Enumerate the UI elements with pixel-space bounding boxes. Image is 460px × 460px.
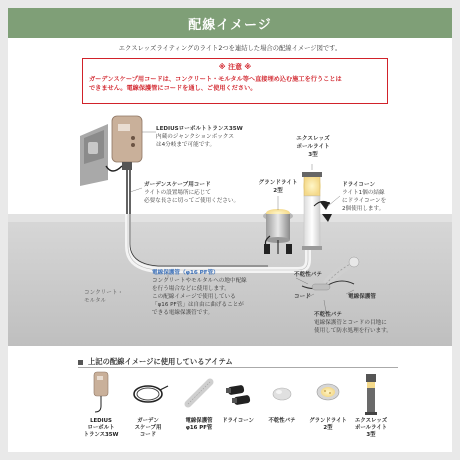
label-dry-cone-4: 2個使用します。 — [342, 206, 385, 212]
item-name-ground-light: グランドライト 2型 — [309, 418, 347, 431]
label-transformer-2: 内蔵のジャンクションボックス — [156, 134, 234, 140]
item-icon-transformer — [94, 372, 108, 412]
label-ground-light-1: グランドライト — [258, 180, 298, 186]
label-transformer-3: は4分岐まで可能です。 — [156, 142, 216, 148]
item-name-putty: 不乾性パテ — [268, 418, 296, 424]
label-putty-note-1: 不乾性パテ — [314, 312, 342, 318]
label-concrete-2: モルタル — [84, 298, 107, 304]
label-dry-cone-1: ドライコーン — [342, 182, 376, 188]
label-conduit-3: を行う場合などに使用します。 — [152, 286, 230, 292]
item-name-cord: ガーデン スケープ用 コード — [134, 418, 162, 438]
notice-title: ※ 注意 ※ — [218, 63, 252, 71]
label-conduit-5: 「φ16 PF管」は自由に曲げることが — [152, 302, 244, 308]
item-name-pole-light: エクスレッズ ポールライト 3型 — [354, 418, 388, 438]
label-transformer-1: LEDIUSローボルトトランス35W — [156, 126, 243, 132]
label-cord-2: ライトの設置場所に応じて — [144, 190, 211, 196]
label-pole-light-2: ポールライト — [296, 144, 330, 150]
item-icon-pf-pipe — [188, 382, 210, 404]
item-name-dry-cone: ドライコーン — [222, 418, 254, 424]
label-conduit-2: コンクリートやモルタルへの地中配線 — [152, 278, 247, 284]
item-name-pf-pipe: 電線保護管 φ16 PF管 — [185, 418, 213, 431]
label-cord-3: 必要な長さに切ってご使用ください。 — [144, 198, 240, 204]
label-cord-1: ガーデンスケープ用コード — [144, 182, 211, 188]
items-section-title: 上記の配線イメージに使用しているアイテム — [88, 357, 233, 366]
label-conduit-1: 電線保護管（φ16 PF管） — [152, 270, 219, 276]
label-putty: 不乾性パテ — [294, 272, 322, 278]
notice-line-1: ガーデンスケープ用コードは、コンクリート・モルタル等へ直接埋め込む施工を行うことは — [89, 76, 342, 83]
item-name-transformer: LEDIUS ローボルト トランス35W — [83, 418, 119, 438]
intro-text: エクスレッズライティングのライト2つを連結した場合の配線イメージ図です。 — [118, 45, 342, 52]
item-icon-pole-light — [365, 374, 377, 415]
label-pole-light-3: 3型 — [308, 152, 318, 158]
item-icon-ground-light — [317, 384, 339, 400]
item-icon-cord — [134, 386, 168, 402]
label-conduit-4: この配線イメージで使用している — [152, 294, 236, 300]
notice-line-2: できません。電線保護管にコードを通し、ご使用ください。 — [89, 85, 257, 92]
label-concrete-1: コンクリート・ — [84, 290, 124, 296]
label-ground-light-2: 2型 — [273, 188, 283, 194]
label-conduit-short: 電線保護管 — [348, 294, 376, 300]
label-pole-light-1: エクスレッズ — [296, 136, 330, 142]
label-putty-note-3: 使用して防水処理を行います。 — [314, 328, 392, 334]
label-dry-cone-2: ライト1個の結線 — [342, 190, 385, 196]
label-putty-note-2: 電線保護管とコードの目地に — [314, 320, 387, 326]
label-cord: コード — [294, 294, 311, 300]
label-dry-cone-3: にドライコーンを — [342, 198, 387, 204]
content-card — [8, 8, 452, 452]
item-icon-dry-cone — [226, 385, 251, 406]
items-illustrations — [8, 8, 452, 452]
page-title: 配線イメージ — [188, 17, 272, 33]
label-conduit-6: できる電線保護管です。 — [152, 310, 214, 316]
item-icon-putty — [273, 388, 291, 400]
